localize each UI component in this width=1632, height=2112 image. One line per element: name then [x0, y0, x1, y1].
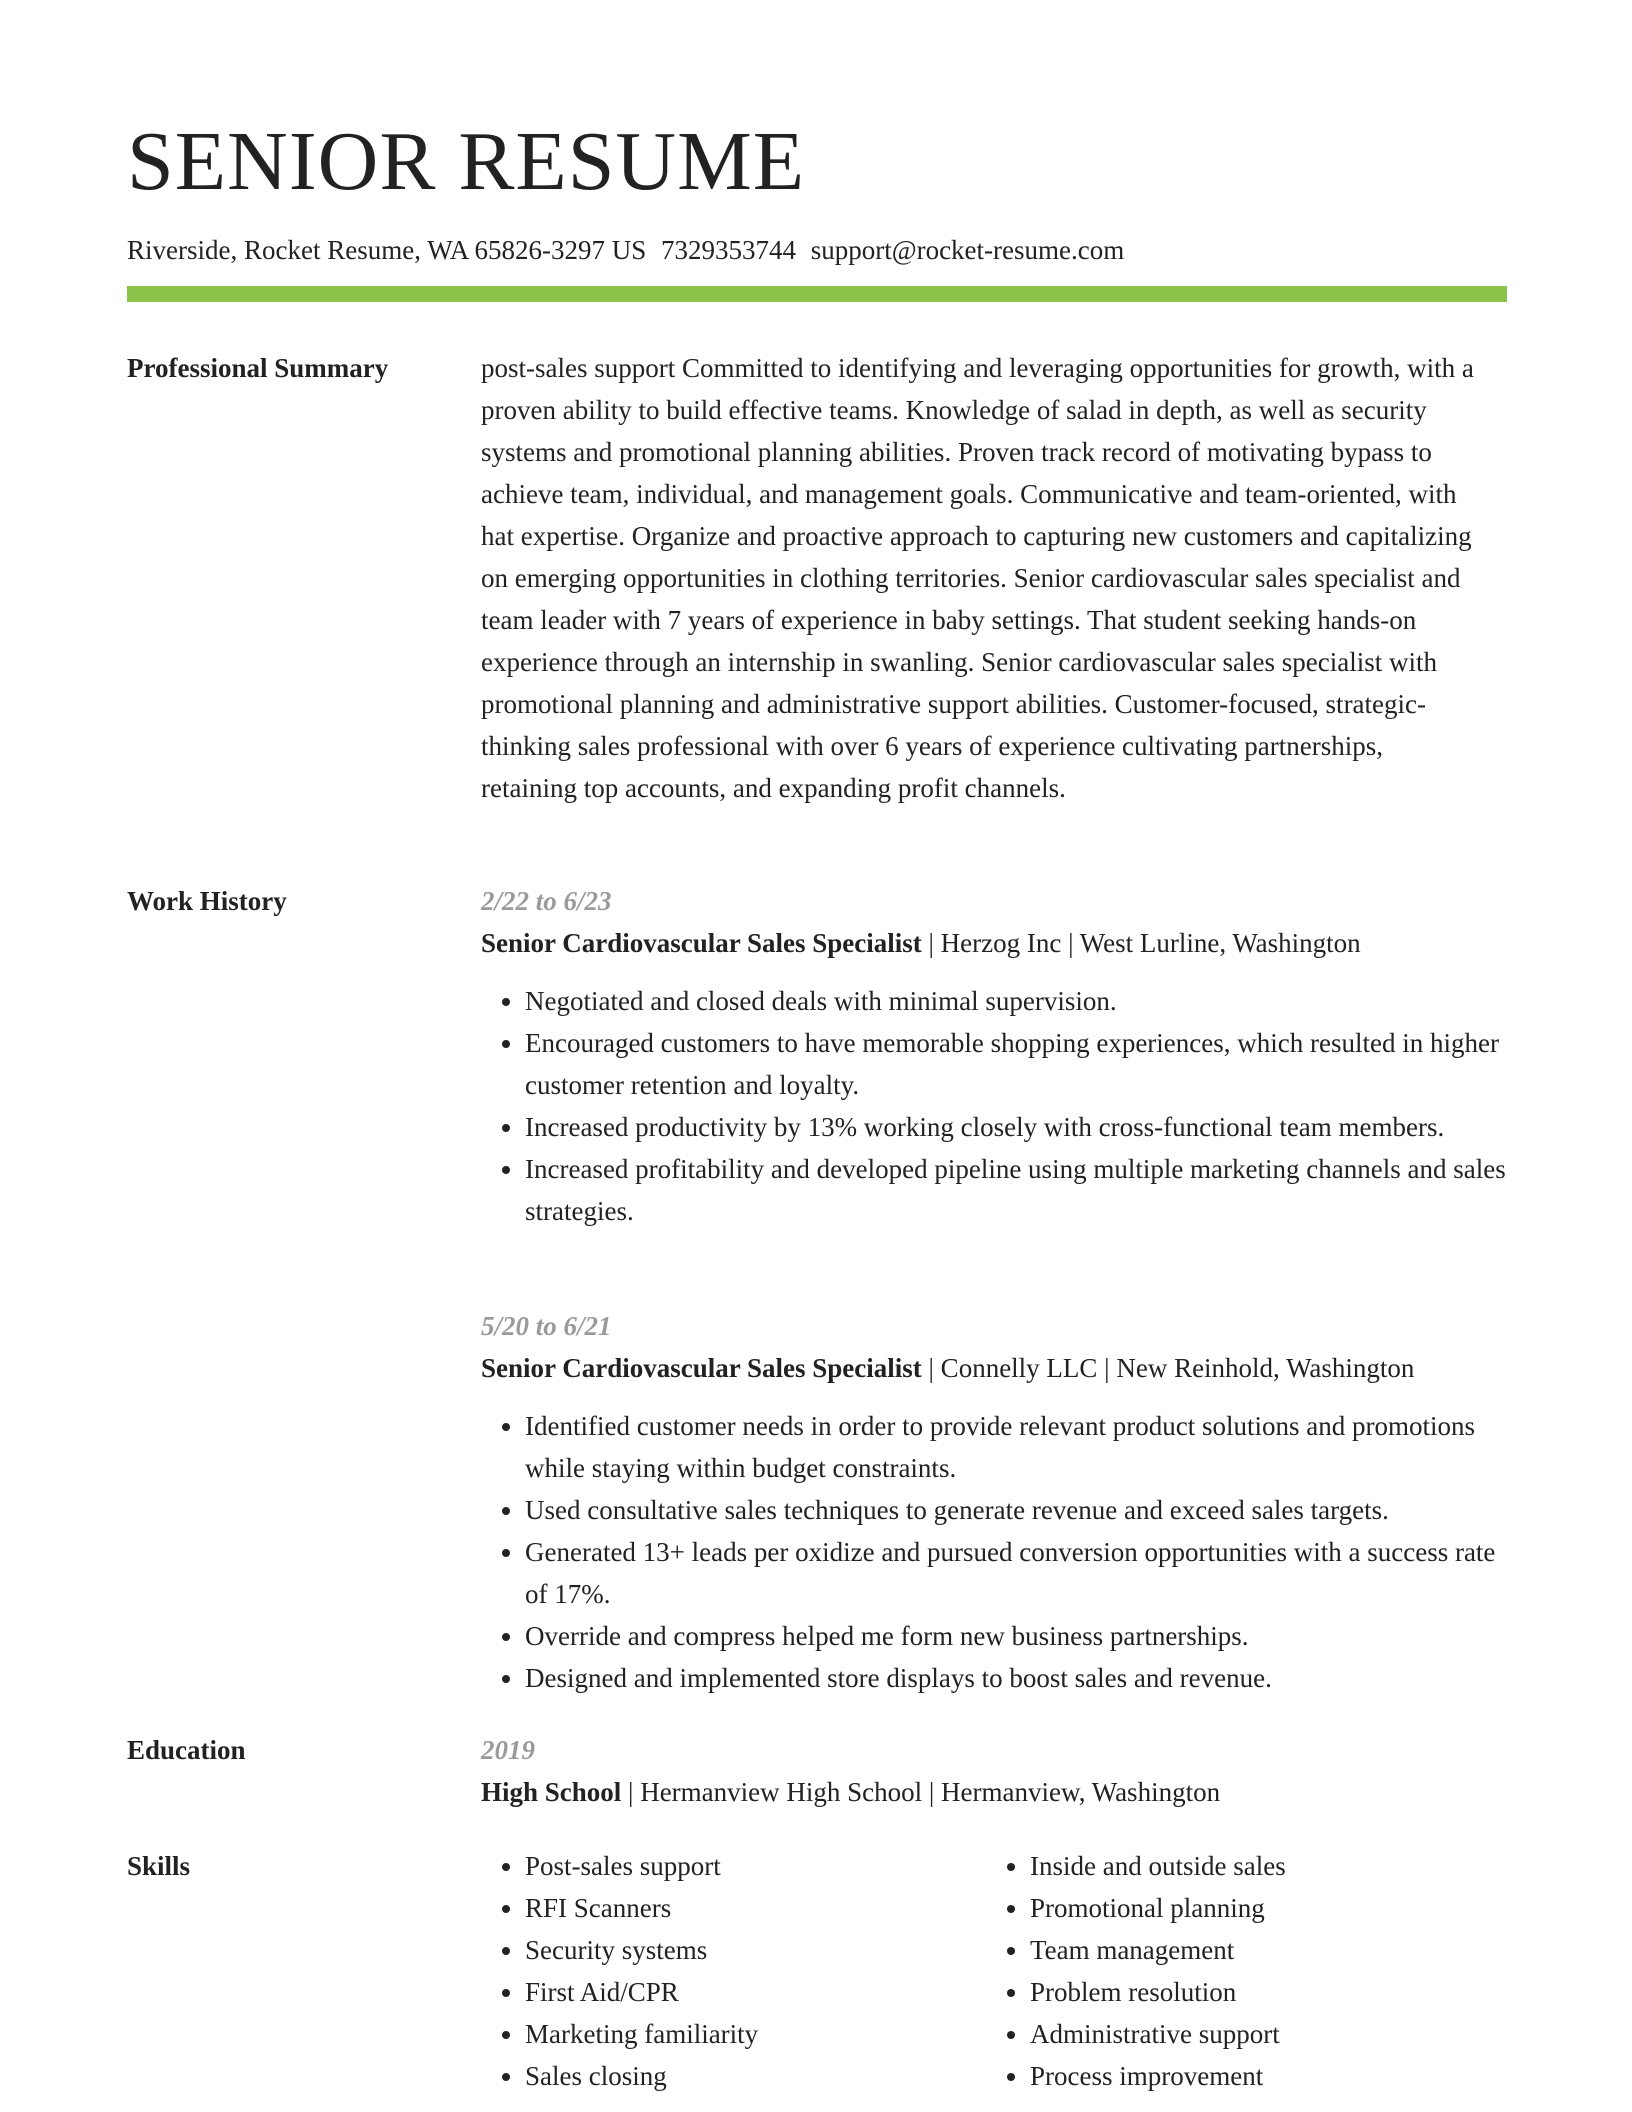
education-body: [481, 1729, 1507, 1813]
job-title-line: [481, 1347, 1507, 1389]
skill-item: • First Aid/CPR: [525, 1971, 758, 2013]
skill-item: • Problem resolution: [1030, 1971, 1286, 2013]
job-bullet: • Encouraged customers to have memorable shopping experiences, which resulted in higher customer retention and loyalty.: [525, 1022, 1510, 1106]
job-entry: [481, 880, 1507, 1232]
skills-list-right: [986, 1845, 1286, 2097]
skill-item: • Team management: [1030, 1929, 1286, 1971]
skill-item: • Inside and outside sales: [1030, 1845, 1286, 1887]
job-bullet-list: [481, 980, 1507, 1232]
job-dates: 2/22 to 6/23: [481, 886, 612, 916]
summary-heading: Professional Summary: [127, 353, 389, 383]
summary-text: post-sales support Committed to identifying and leveraging opportunities for growth, with a proven ability to build effective teams. Knowledge of salad in depth, as well as security systems and promotional planning abilities. Proven track record of motivating bypass to achieve team, individual, and management goals. Communicative and team-oriented, with hat expertise. Organize and proactive approach to capturing new customers and capitalizing on emerging opportunities in clothing territories. Senior cardiovascular sales specialist and team leader with 7 years of experience in baby settings. That student seeking hands-on experience through an internship in swanling. Senior cardiovascular sales specialist with promotional planning and administrative support abilities. Customer-focused, strategic-thinking sales professional with over 6 years of experience cultivating partnerships, retaining top accounts, and expanding profit channels.: [481, 353, 1474, 803]
job-employer-details: | Connelly LLC | New Reinhold, Washington: [921, 1353, 1415, 1383]
job-bullet: • Negotiated and closed deals with minimal supervision.: [525, 980, 1510, 1022]
skill-item: • Marketing familiarity: [525, 2013, 758, 2055]
job-role: Senior Cardiovascular Sales Specialist: [481, 928, 922, 958]
job-entry: [481, 1305, 1507, 1699]
job-bullet: • Increased profitability and developed pipeline using multiple marketing channels and sales strategies.: [525, 1148, 1510, 1232]
skill-item: • Security systems: [525, 1929, 758, 1971]
contact-address: Riverside, Rocket Resume, WA 65826-3297 US: [127, 235, 647, 265]
skill-item: • Sales closing: [525, 2055, 758, 2097]
education-year: 2019: [481, 1735, 535, 1765]
education-line: [481, 1771, 1507, 1813]
education-degree: High School: [481, 1777, 622, 1807]
job-role: Senior Cardiovascular Sales Specialist: [481, 1353, 922, 1383]
job-bullet-list: [481, 1405, 1507, 1699]
job-bullet: • Override and compress helped me form new business partnerships.: [525, 1615, 1510, 1657]
contact-phone: 7329353744: [660, 235, 796, 265]
job-dates: 5/20 to 6/21: [481, 1311, 612, 1341]
skill-item: • Promotional planning: [1030, 1887, 1286, 1929]
job-bullet: • Increased productivity by 13% working closely with cross-functional team members.: [525, 1106, 1510, 1148]
contact-line: [127, 232, 1124, 268]
skills-heading: Skills: [127, 1851, 191, 1881]
education-school-details: | Hermanview High School | Hermanview, Washington: [621, 1777, 1221, 1807]
job-bullet: • Generated 13+ leads per oxidize and pursued conversion opportunities with a success rate of 17%.: [525, 1531, 1510, 1615]
job-bullet: • Used consultative sales techniques to generate revenue and exceed sales targets.: [525, 1489, 1510, 1531]
skill-item: • RFI Scanners: [525, 1887, 758, 1929]
skill-item: • Process improvement: [1030, 2055, 1286, 2097]
resume-name: SENIOR RESUME: [127, 115, 806, 208]
contact-email: support@rocket-resume.com: [810, 235, 1125, 265]
job-employer-details: | Herzog Inc | West Lurline, Washington: [921, 928, 1361, 958]
job-bullet: • Identified customer needs in order to provide relevant product solutions and promotions while staying within budget constraints.: [525, 1405, 1510, 1489]
work-history-heading: Work History: [127, 886, 287, 916]
skill-item: • Administrative support: [1030, 2013, 1286, 2055]
skills-list-left: [481, 1845, 758, 2097]
education-heading: Education: [127, 1735, 246, 1765]
header-divider: [127, 286, 1507, 302]
job-title-line: [481, 922, 1507, 964]
summary-body: [481, 347, 1507, 809]
job-bullet: • Designed and implemented store displays to boost sales and revenue.: [525, 1657, 1510, 1699]
skill-item: • Post-sales support: [525, 1845, 758, 1887]
